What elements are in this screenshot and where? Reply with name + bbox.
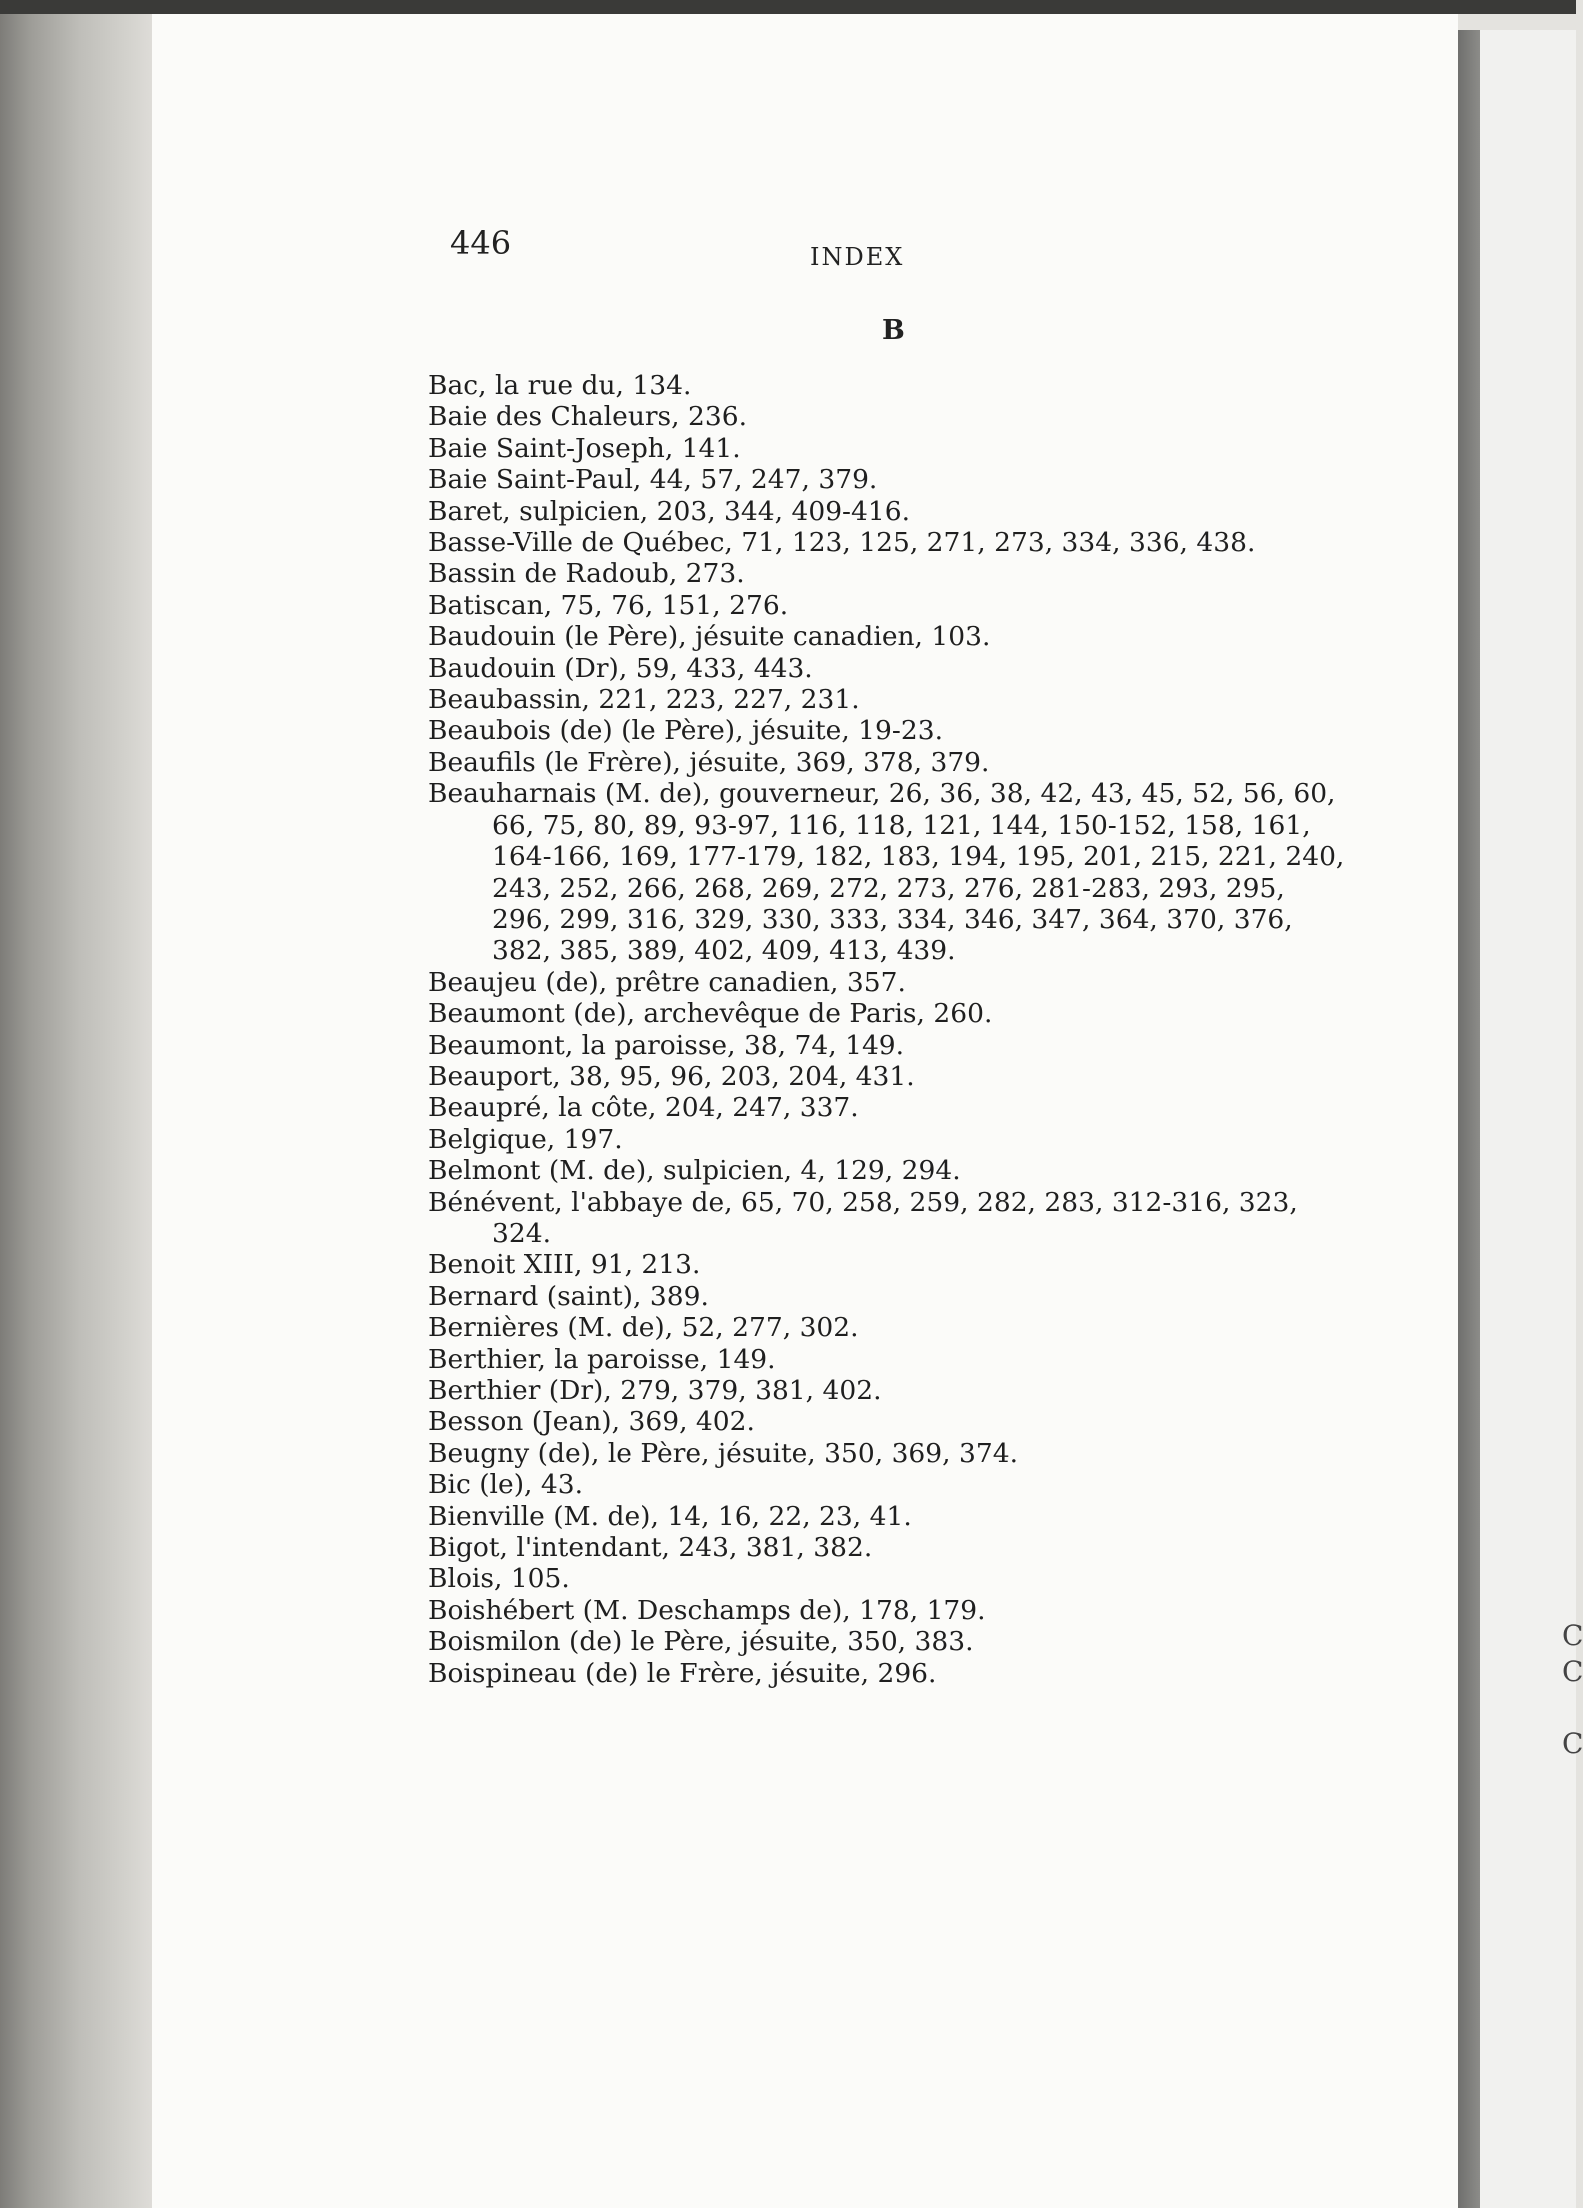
index-entry: Bienville (M. de), 14, 16, 22, 23, 41. <box>428 1500 912 1532</box>
index-entry: Besson (Jean), 369, 402. <box>428 1406 755 1438</box>
index-entry: Beauharnais (M. de), gouverneur, 26, 36, 38, 42, 43, 45, 52, 56, 60, 66, 75, 80, 89, 93-97, 116, 118, 121, 144, 150-152, 158, 161, 164-166, 169, 177-179, 182, 183, 194, 195, 201, 215, 221, 240, 243, 252, 266, 268, 269, 272, 273, 276, 281-283, 293, 295, 296, 299, 316, 329, 330, 333, 334, 346, 347, 364, 370, 376, 382, 385, 389, 402, 409, 413, 439. <box>428 778 1345 967</box>
index-entry: Beugny (de), le Père, jésuite, 350, 369, 374. <box>428 1437 1019 1469</box>
book-binding-edge <box>0 14 152 2208</box>
index-entry: Blois, 105. <box>428 1563 570 1595</box>
page-number: 446 <box>450 224 512 262</box>
index-entry: Baie Saint-Joseph, 141. <box>428 432 741 464</box>
scan-top-edge <box>0 0 1576 14</box>
index-entry: Berthier (Dr), 279, 379, 381, 402. <box>428 1375 882 1406</box>
index-entry: Beaubassin, 221, 223, 227, 231. <box>428 684 860 716</box>
section-letter: B <box>882 315 905 346</box>
running-head: INDEX <box>810 243 905 271</box>
index-entry: Beaufils (le Frère), jésuite, 369, 378, 379. <box>428 746 990 778</box>
index-entry: Baie des Chaleurs, 236. <box>428 401 748 433</box>
index-entries <box>428 370 1348 1689</box>
next-page-letter: C <box>1562 1619 1583 1652</box>
index-entry: Benoit XIII, 91, 213. <box>428 1249 701 1281</box>
index-entry: Boispineau (de) le Frère, jésuite, 296. <box>428 1657 937 1689</box>
next-page-edge <box>1480 30 1583 2208</box>
index-entry: Berthier, la paroisse, 149. <box>428 1343 776 1375</box>
index-entry: Bigot, l'intendant, 243, 381, 382. <box>428 1532 873 1564</box>
index-entry: Bassin de Radoub, 273. <box>428 558 745 590</box>
index-entry: Bénévent, l'abbaye de, 65, 70, 258, 259, 282, 283, 312-316, 323, 324. <box>428 1186 1298 1249</box>
next-page-letter: C <box>1562 1655 1583 1688</box>
index-entry: Beaumont (de), archevêque de Paris, 260. <box>428 998 993 1030</box>
index-entry: Boismilon (de) le Père, jésuite, 350, 383. <box>428 1626 974 1658</box>
index-entry: Baudouin (Dr), 59, 433, 443. <box>428 652 813 684</box>
next-page-letters <box>1562 1618 1583 1762</box>
index-entry: Beaubois (de) (le Père), jésuite, 19-23. <box>428 715 944 747</box>
index-entry: Belmont (M. de), sulpicien, 4, 129, 294. <box>428 1155 961 1187</box>
index-entry: Baudouin (le Père), jésuite canadien, 103. <box>428 621 991 653</box>
next-page-letter: C <box>1562 1727 1583 1760</box>
page-gutter-shadow <box>1458 30 1480 2208</box>
index-entry: Baie Saint-Paul, 44, 57, 247, 379. <box>428 464 878 496</box>
index-entry: Bic (le), 43. <box>428 1469 584 1501</box>
index-entry: Beauport, 38, 95, 96, 203, 204, 431. <box>428 1060 915 1092</box>
index-entry: Baret, sulpicien, 203, 344, 409-416. <box>428 495 911 527</box>
index-entry: Bernard (saint), 389. <box>428 1280 709 1312</box>
index-entry: Bernières (M. de), 52, 277, 302. <box>428 1312 859 1344</box>
index-entry: Bac, la rue du, 134. <box>428 370 692 401</box>
index-entry: Beaujeu (de), prêtre canadien, 357. <box>428 966 906 998</box>
index-entry: Beaumont, la paroisse, 38, 74, 149. <box>428 1029 905 1061</box>
index-entry: Beaupré, la côte, 204, 247, 337. <box>428 1092 859 1124</box>
index-entry: Basse-Ville de Québec, 71, 123, 125, 271, 273, 334, 336, 438. <box>428 527 1256 559</box>
index-entry: Belgique, 197. <box>428 1123 623 1155</box>
index-entry: Batiscan, 75, 76, 151, 276. <box>428 589 789 621</box>
index-entry: Boishébert (M. Deschamps de), 178, 179. <box>428 1594 986 1626</box>
